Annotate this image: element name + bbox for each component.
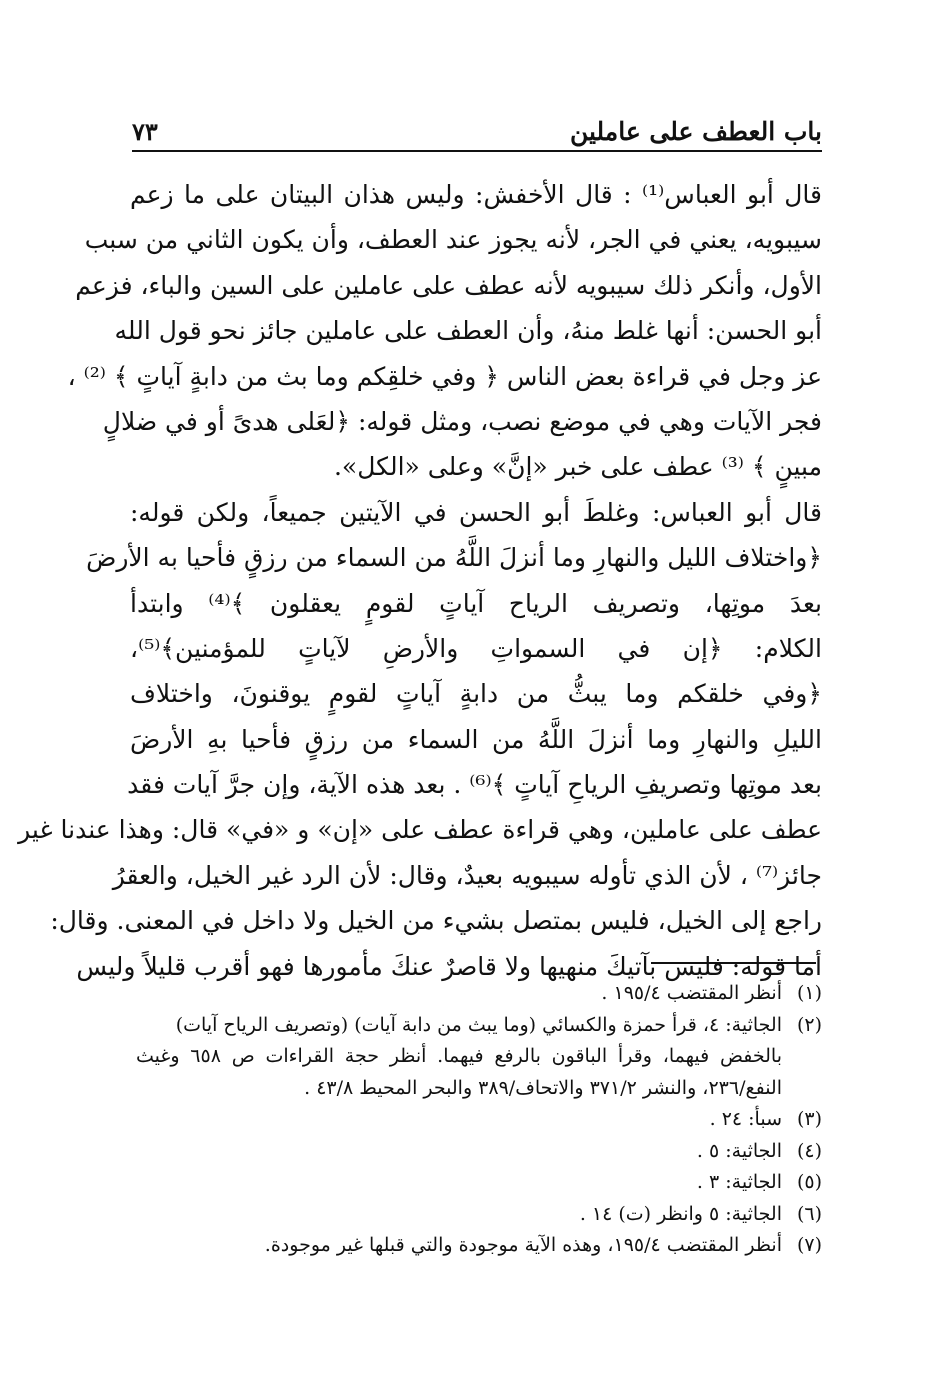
text-line: عز وجل في قراءة بعض الناس ﴿ وفي خلقِكم وما بث من دابةٍ آياتٍ ﴾ ⁽²⁾ ، [67, 361, 822, 391]
text-line: بعد موتِها وتصريفِ الرياحِ آياتٍ ﴾⁽⁶⁾ . بعد هذه الآية، وإن جرَّ آيات فقد [127, 770, 822, 800]
text-line: قال أبو العباس: وغلطَ أبو الحسن في الآيتين جميعاً، ولكن قوله: [130, 497, 822, 527]
footnote-3 [136, 1104, 822, 1136]
footnote-text: أنظر المقتضب ١٩٥/٤ . [601, 982, 782, 1004]
footnote-number: (٢) [796, 1013, 822, 1036]
text-line: عطف على عاملين، وهي قراءة عطف على «إن» و «في» قال: وهذا عندنا غير [18, 815, 822, 845]
main-text [18, 172, 822, 989]
text-line: سيبويه، يعني في الجر، لأنه يجوز عند العطف، وأن يكون الثاني من سبب [84, 225, 822, 255]
footnote-text: الجاثية: ٤، قرأ حمزة والكسائي (وما يبث من دابة آيات) (وتصريف الرياح آيات) [175, 1013, 782, 1036]
footnote-number: (٥) [796, 1171, 822, 1193]
text-line: الليلِ والنهارِ وما أنزلَ اللَّهُ من السماء من رزقٍ فأحيا بهِ الأرضَ [130, 724, 822, 754]
footnote-text: الجاثية: ٥ . [696, 1139, 782, 1162]
footnote-text: أنظر المقتضب ١٩٥/٤، وهذه الآية موجودة والتي قبلها غير موجودة. [264, 1234, 782, 1256]
footnote-number: (٣) [796, 1108, 822, 1130]
footnote-4 [136, 1136, 822, 1168]
text-line: أبو الحسن: أنها غلط منهُ، وأن العطف على عاملين جائز نحو قول الله [114, 316, 822, 346]
footnote-7 [136, 1230, 822, 1262]
footnotes [136, 978, 822, 1262]
text-line: قال أبو العباس⁽¹⁾ : قال الأخفش: وليس هذان البيتان على ما زعم [130, 180, 822, 209]
text-line: الكلام: ﴿إن في السمواتِ والأرضِ لآياتٍ للمؤمنين﴾⁽⁵⁾، [130, 633, 822, 663]
footnote-text: الجاثية: ٣ . [696, 1171, 782, 1193]
footnote-2 [136, 1010, 822, 1105]
text-line: ﴿وفي خلقكم وما يبثُّ من دابةٍ آياتٍ لقومٍ يوقنونَ، واختلاف [130, 679, 822, 709]
footnote-text: الجاثية: ٥ وانظر (ت) ١٤ . [579, 1202, 782, 1225]
footnote-number: (٤) [796, 1139, 822, 1162]
page-number: ٧٣ [132, 117, 158, 146]
text-line: أما قوله: فليس بآتيكَ منهيها ولا قاصرٌ عنكَ مأمورها فهو أقرب قليلاً وليس [76, 951, 822, 981]
footnote-5 [136, 1167, 822, 1199]
footnote-divider [651, 962, 816, 964]
running-title: باب العطف على عاملين [569, 117, 822, 146]
text-line: فجر الآيات وهي في موضع نصب، ومثل قوله: ﴿لعَلى هدىً أو في ضلالٍ [102, 406, 822, 436]
footnote-text: سبأ: ٢٤ . [709, 1108, 782, 1130]
text-line: الأول، وأنكر ذلك سيبويه لأنه عطف على عاملين على السين والباء، فزعم [75, 270, 822, 300]
text-line: ﴿واختلاف الليل والنهارِ وما أنزلَ اللَّهُ من السماء من رزقٍ فأحيا به الأرضَ [86, 543, 822, 573]
footnote-text: بالخفض فيهما، وقرأ الباقون بالرفع فيهما. أنظر حجة القراءات ص ٦٥٨ وغيث [136, 1045, 782, 1067]
text-line: بعدَ موتِها، وتصريف الرياح آياتٍ لقومٍ يعقلون ﴾⁽⁴⁾ وابتدأ [130, 588, 822, 618]
text-line: جائز⁽⁷⁾ ، لأن الذي تأوله سيبويه بعيدٌ، وقال: لأن الرد غير الخيل، والعقرُ [112, 860, 822, 890]
page-header [132, 108, 822, 152]
footnote-6 [136, 1199, 822, 1231]
footnote-1 [136, 978, 822, 1010]
footnote-number: (١) [796, 982, 822, 1004]
footnote-number: (٦) [796, 1202, 822, 1225]
footnote-number: (٧) [796, 1234, 822, 1256]
footnote-text: النفع/٢٣٦، والنشر ٣٧١/٢ والاتحاف/٣٨٩ والبحر المحيط ٤٣/٨ . [304, 1076, 782, 1099]
text-line: راجع إلى الخيل، فليس بمتصل بشيء من الخيل ولا داخل في المعنى. وقال: [50, 906, 822, 936]
text-line: مبينٍ ﴾ ⁽³⁾ عطف على خبر «إنَّ» وعلى «الكل». [333, 452, 822, 482]
